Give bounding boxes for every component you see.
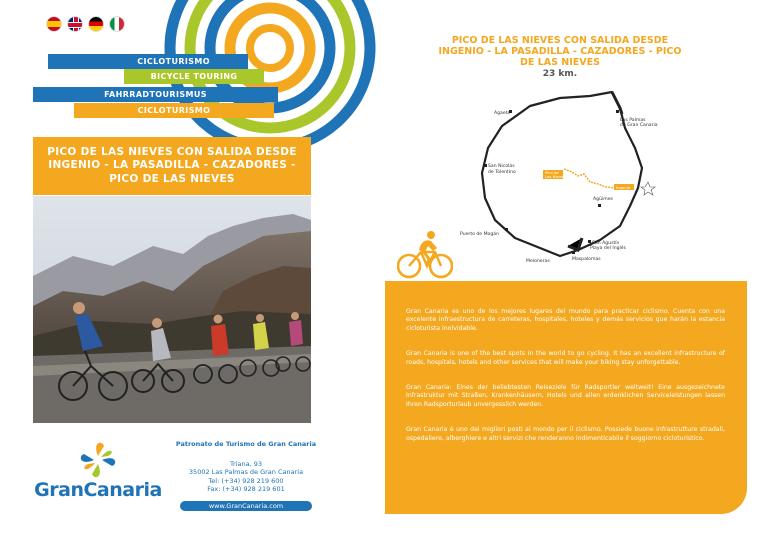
map-label-las-palmas-1: Las Palmas: [620, 118, 646, 123]
map-label-aguimes: Agüimes: [593, 197, 613, 202]
star-icon: [641, 182, 655, 195]
description-panel: [385, 281, 747, 514]
island-route-map: [460, 88, 680, 278]
map-label-maspalomas: Maspalomas: [572, 257, 601, 262]
gran-canaria-logo[interactable]: [33, 440, 163, 510]
map-label-san-nicolas-1: San Nicolás: [488, 164, 515, 169]
logo-wordmark: GranCanaria: [34, 479, 162, 501]
contact-city: 35002 Las Palmas de Gran Canaria: [188, 468, 304, 476]
map-label-playa-ingles: Playa del Inglés: [590, 246, 627, 251]
ribbon-bicycle-touring: BICYCLE TOURING: [124, 69, 264, 84]
map-label-pico-2: Las Nieves: [545, 174, 566, 179]
map-label-ingenio: Ingenio: [616, 185, 631, 190]
route-distance: 23 km.: [542, 69, 578, 79]
contact-block: [175, 440, 317, 494]
uk-flag-icon[interactable]: [67, 16, 83, 32]
map-label-pico-1: Pico de: [545, 170, 559, 175]
ribbon-cicloturismo: CICLOTURISMO: [48, 54, 248, 69]
contact-street: Triana, 93: [230, 459, 262, 468]
paragraph-de: Gran Canaria: Eines der beliebtesten Reiseziele für Radsportler weltweit! Eine ausgezeichnete Infrastruktur mit Straßen, Krankenhäusern, Hotels und allen erdenklichen Serviceleistungen lassen Ihren Radsporturlaub unvergesslich werden.: [406, 384, 725, 408]
germany-flag-icon[interactable]: [88, 16, 104, 32]
gran-canaria-logo-icon: [33, 440, 163, 480]
contact-org: Patronato de Turismo de Gran Canaria: [175, 440, 317, 448]
contact-fax: Fax: (+34) 928 219 601: [207, 485, 285, 493]
map-label-las-palmas-2: de Gran Canaria: [620, 123, 658, 128]
website-link[interactable]: www.GranCanaria.com: [180, 501, 312, 511]
ribbon-cicloturismo-it: CICLOTURISMO: [74, 103, 274, 118]
ribbon-fahrradtourismus: FAHRRADTOURISMUS: [33, 87, 278, 102]
map-label-meloneras: Meloneras: [526, 259, 550, 264]
paragraph-en: Gran Canaria is one of the best spots in the world to go cycling. It has an excellent infrastructure of roads, hospitals, hotels and other services that will make your biking stay unforgettable.: [406, 350, 725, 366]
route-title: PICO DE LAS NIEVES CON SALIDA DESDE INGENIO - LA PASADILLA - CAZADORES - PICO DE LAS NIEVES: [438, 35, 682, 68]
map-label-mogan: Puerto de Mogán: [460, 232, 500, 237]
map-label-san-agustin: San Agustín: [592, 241, 620, 246]
route-title-left: PICO DE LAS NIEVES CON SALIDA DESDE INGENIO - LA PASADILLA - CAZADORES - PICO DE LAS NIEVES: [47, 145, 297, 185]
language-flags: [46, 16, 125, 32]
map-label-agaete: Agaete: [494, 111, 511, 116]
italy-flag-icon[interactable]: [109, 16, 125, 32]
paragraph-es: Gran Canaria es uno de los mejores lugares del mundo para practicar ciclismo. Cuenta con una excelente infraestructura de carreteras, hospitales, hoteles y demás servicios que harán la estancia cicloturista inolvidable.: [406, 308, 725, 332]
cyclist-icon: [397, 228, 453, 280]
cyclists-photo: [33, 196, 311, 423]
route-line: [564, 169, 616, 188]
route-title-banner: [33, 137, 311, 195]
spain-flag-icon[interactable]: [46, 16, 62, 32]
contact-tel: Tel: (+34) 928 219 600: [208, 476, 284, 485]
paragraph-it: Gran Canaria è uno dei migliori posti al mondo per il ciclismo. Possiede buone infrastrutture stradali, ospedaliere, alberghiere e altri servizi che renderanno indimenticabile il soggiorno cicloturistico.: [406, 426, 725, 442]
map-label-san-nicolas-2: de Tolentino: [488, 170, 516, 175]
